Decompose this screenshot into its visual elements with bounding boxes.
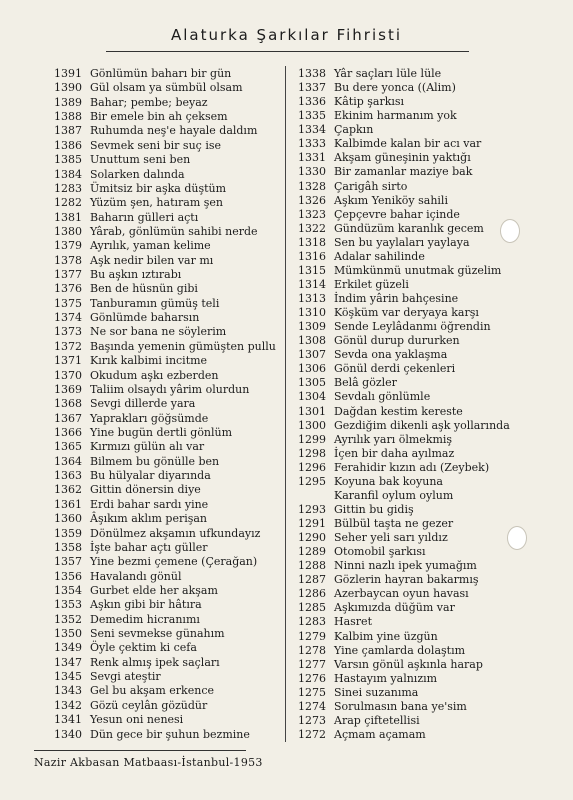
song-number: 1350 [54,627,82,641]
song-number: 1283 [298,615,326,629]
song-title: Sorulmasın bana ye'sim [334,699,467,713]
song-entry [46,427,274,438]
song-title: Başında yemenin gümüşten pullu [90,339,276,353]
song-entry [46,111,274,122]
song-entry [46,370,274,381]
song-title: Aşkın gibi bir hâtıra [90,598,202,612]
song-title: Havalandı gönül [90,569,182,583]
song-title: İndim yârin bahçesine [334,292,459,305]
song-title: Gündüzüm karanlık gecem [334,221,484,235]
song-title: Sevda ona yaklaşma [334,348,448,362]
song-entry [46,470,274,481]
song-title: Çapkın [334,123,374,137]
punch-hole-bottom [507,526,527,550]
song-title: Yine çamlarda dolaştım [334,643,466,657]
song-entry [296,546,506,557]
column-divider [285,66,286,742]
song-entry [46,355,274,366]
song-title: Solarken dalında [90,167,185,181]
song-entry [46,240,274,251]
song-number: 1290 [298,531,326,545]
song-number: 1386 [54,138,82,152]
song-number: 1304 [298,390,326,404]
song-entry [296,335,506,346]
song-entry [296,659,506,670]
song-number: 1387 [54,124,82,138]
song-title: İşte bahar açtı güller [90,540,208,554]
song-title: Çarigâh sirto [334,179,408,193]
song-number: 1293 [298,502,326,516]
song-title: Yaprakları göğsümde [90,411,209,425]
song-number: 1306 [298,362,326,376]
song-title: Dün gece bir şuhun bezmine [90,727,250,741]
song-title: Gönlümde baharsın [90,311,200,325]
song-number: 1368 [54,397,82,411]
song-title: Ekinim harmanım yok [334,109,457,123]
song-title: Seni sevmekse günahım [90,627,225,641]
song-entry [46,513,274,524]
song-entry [296,251,506,262]
song-title: Gül olsam ya sümbül olsam [90,81,243,95]
song-entry [296,462,506,473]
song-entry [46,441,274,452]
song-number: 1323 [298,207,326,221]
song-number: 1343 [54,684,82,698]
song-number: 1366 [54,425,82,439]
song-entry [296,532,506,543]
song-number: 1342 [54,698,82,712]
song-title: Erkilet güzeli [334,277,409,291]
song-title: Açmam açamam [334,727,426,741]
song-title: Ninni nazlı ipek yumağım [334,559,477,573]
song-entry [296,82,506,93]
song-entry [46,628,274,639]
song-title: Bilmem bu gönülle ben [90,454,220,468]
song-entry [296,349,506,360]
song-entry [296,138,506,149]
song-entry [296,209,506,220]
song-number: 1298 [298,446,326,460]
song-entry [46,685,274,696]
song-entry [296,448,506,459]
page-title: Alaturka Şarkılar Fihristi [171,26,402,44]
song-entry [296,237,506,248]
song-title: Gittin dönersin diye [90,483,201,497]
song-entry [46,484,274,495]
song-number: 1356 [54,569,82,583]
song-number: 1291 [298,517,326,530]
song-number: 1354 [54,583,82,597]
song-entry [46,571,274,582]
song-entry [296,321,506,332]
song-title: Kırmızı gülün alı var [90,440,205,454]
song-entry [296,363,506,374]
song-title: Bir emele bin ah çeksem [90,110,228,124]
song-number: 1308 [298,334,326,348]
song-entry [296,673,506,684]
song-number: 1357 [54,555,82,569]
song-title: Tanburamın gümüş teli [90,296,220,310]
song-number: 1318 [298,235,326,249]
song-entry [46,700,274,711]
song-title: Arap çiftetellisi [334,713,420,727]
song-entry [46,226,274,237]
song-number: 1362 [54,483,82,497]
song-entry [296,588,506,599]
song-entry [296,68,506,79]
song-number: 1347 [54,655,82,669]
song-title: Aşkımızda düğüm var [334,601,455,615]
song-title: Adalar sahilinde [334,249,425,263]
song-number: 1379 [54,239,82,253]
song-title: Kırık kalbimi incitme [90,354,208,368]
song-title: Ben de hüsnün gibi [90,282,198,296]
song-title: Âşıkım aklım perişan [90,512,208,526]
song-number: 1295 [298,474,326,488]
song-entry [46,341,274,352]
song-title: Yüzüm şen, hatıram şen [90,196,223,210]
song-entry [296,223,506,234]
song-entry [296,391,506,402]
song-entry [46,456,274,467]
song-title: Yârab, gönlümün sahibi nerde [90,224,258,238]
song-number: 1326 [298,193,326,207]
song-entry [46,413,274,424]
song-number: 1381 [54,210,82,224]
song-entry [296,279,506,290]
song-entry [296,476,506,487]
song-entry [296,560,506,571]
song-entry [46,326,274,337]
song-entry [296,504,506,515]
song-entry [46,384,274,395]
song-title: Gözü ceylân gözüdür [90,698,208,712]
song-entry [296,307,506,318]
song-number: 1286 [298,587,326,601]
song-number: 1389 [54,95,82,109]
song-number: 1364 [54,454,82,468]
song-title: Azerbaycan oyun havası [334,587,469,601]
song-number: 1376 [54,282,82,296]
song-title: Seher yeli sarı yıldız [334,531,448,545]
song-entry [46,283,274,294]
song-entry [296,418,510,432]
song-number: 1283 [54,181,82,195]
song-number: 1340 [54,727,82,741]
song-number: 1305 [298,376,326,390]
left-song-column [46,68,274,740]
song-number: 1301 [298,404,326,418]
song-title: Ayrılık yarı ölmekmiş [334,432,453,446]
song-number: 1337 [298,81,326,95]
song-number: 1322 [298,221,326,235]
song-number: 1296 [298,460,326,474]
song-title: Sevdalı gönlümle [334,390,431,404]
song-title: Gezdiğim dikenli aşk yollarında [334,418,510,432]
song-title: Varsın gönül aşkınla harap [334,657,483,671]
song-entry [296,96,506,107]
song-entry [46,197,274,208]
song-entry [296,152,506,163]
song-title: Unuttum seni ben [90,153,191,167]
song-entry [46,212,274,223]
song-entry [46,657,274,668]
song-entry [46,542,274,553]
song-entry [296,195,506,206]
song-number: 1365 [54,440,82,454]
song-title: Sevgi dillerde yara [90,397,196,411]
song-entry [296,377,506,388]
song-entry [46,585,274,596]
song-entry [296,645,506,656]
song-title: Bülbül taşta ne gezer [334,517,454,530]
right-song-column [296,67,510,741]
song-entry [46,169,274,180]
song-title: Bu hülyalar diyarında [90,469,211,483]
song-entry [46,671,274,682]
song-number: 1276 [298,671,326,685]
song-number: 1310 [298,306,326,320]
song-entry [46,183,274,194]
song-number: 1338 [298,67,326,80]
song-entry [46,125,274,136]
song-entry [296,166,506,177]
song-entry [296,631,506,642]
song-title: Yesun oni nenesi [90,713,184,727]
song-number: 1358 [54,540,82,554]
song-title: Ne sor bana ne söylerim [90,325,227,339]
song-number: 1336 [298,95,326,109]
song-number: 1380 [54,224,82,238]
song-title: Mümkünmü unutmak güzelim [334,263,502,277]
song-entry [296,574,506,585]
song-title: Yine bugün dertli gönlüm [90,425,233,439]
song-number: 1309 [298,320,326,334]
song-entry [46,269,274,280]
song-title: Ruhumda neş'e hayale daldım [90,124,258,138]
song-number: 1288 [298,559,326,573]
song-title: Bu aşkın ıztırabı [90,268,182,282]
song-number: 1345 [54,670,82,684]
song-entry [296,181,506,192]
song-number: 1333 [298,137,326,151]
song-title: Bahar; pembe; beyaz [90,95,208,109]
song-title: Hasret [334,615,372,629]
song-number: 1282 [54,196,82,210]
song-number: 1272 [298,727,326,741]
song-title: Ayrılık, yaman kelime [90,239,211,253]
song-number: 1349 [54,641,82,655]
song-title: Yâr saçları lüle lüle [334,67,442,80]
song-number: 1388 [54,110,82,124]
song-title: Sinei suzanıma [334,685,419,699]
song-number: 1316 [298,249,326,263]
song-title: İçen bir daha ayılmaz [334,446,455,460]
song-title: Gönül derdi çekenleri [334,362,456,376]
song-number: 1370 [54,368,82,382]
printer-imprint: Nazir Akbasan Matbaası-İstanbul-1953 [34,756,263,769]
song-title: Gönlümün baharı bir gün [90,67,232,80]
footer-rule [34,750,246,751]
song-entry [46,82,274,93]
song-title: Gittin bu gidiş [334,502,414,516]
song-entry [296,715,506,726]
song-number: 1330 [298,165,326,179]
song-title: Belâ gözler [334,376,397,390]
song-number: 1360 [54,512,82,526]
song-number: 1300 [298,418,326,432]
song-title: Gel bu akşam erkence [90,684,214,698]
song-entry [46,97,274,108]
song-number: 1277 [298,657,326,671]
song-number: 1299 [298,432,326,446]
song-title: Sevmek seni bir suç ise [90,138,221,152]
song-number: 1314 [298,277,326,291]
song-entry [296,616,506,627]
song-entry [296,687,506,698]
song-number: 1373 [54,325,82,339]
song-title: Aşk nedir bilen var mı [90,253,214,267]
song-number: 1375 [54,296,82,310]
punch-hole-top [500,219,520,243]
song-number: 1361 [54,497,82,511]
song-number: 1359 [54,526,82,540]
song-number: 1374 [54,311,82,325]
song-number: 1275 [298,685,326,699]
song-entry [46,68,274,79]
song-number: 1391 [54,67,82,80]
song-number: 1372 [54,339,82,353]
song-title: Bir zamanlar maziye bak [334,165,473,179]
song-title: Demedim hicranımı [90,612,200,626]
song-number: 1274 [298,699,326,713]
song-title: Erdi bahar sardı yine [90,497,209,511]
song-entry [46,714,274,725]
song-title: Otomobil şarkısı [334,545,426,559]
song-entry [296,602,506,613]
song-title: Bu dere yonca ((Alim) [334,81,456,95]
song-title: Dönülmez akşamın ufkundayız [90,526,261,540]
song-number: 1278 [298,643,326,657]
song-title: Ferahidir kızın adı (Zeybek) [334,460,490,474]
song-entry [296,490,506,501]
song-entry [46,154,274,165]
song-entry [296,518,506,529]
song-entry [296,110,506,121]
song-title: Baharın gülleri açtı [90,210,199,224]
song-number: 1367 [54,411,82,425]
song-number: 1363 [54,469,82,483]
song-title: Kalbimde kalan bir acı var [334,137,482,151]
song-number: 1352 [54,612,82,626]
song-number: 1315 [298,263,326,277]
song-title: Renk almış ipek saçları [90,655,220,669]
song-title: Koyuna bak koyuna [334,474,443,488]
song-number: 1307 [298,348,326,362]
song-number: 1353 [54,598,82,612]
song-title: Çepçevre bahar içinde [334,207,460,221]
song-entry [46,398,274,409]
song-title: Gurbet elde her akşam [90,583,218,597]
song-number: 1371 [54,354,82,368]
song-number: 1331 [298,151,326,165]
song-number: 1377 [54,268,82,282]
song-title: Akşam güneşinin yaktığı [334,151,471,165]
song-number: 1384 [54,167,82,181]
song-number: 1341 [54,713,82,727]
song-entry [46,528,274,539]
song-number: 1369 [54,382,82,396]
song-title: Hastayım yalnızım [334,671,438,685]
song-number: 1390 [54,81,82,95]
song-title: Aşkım Yeniköy sahili [334,193,448,207]
song-number: 1279 [298,629,326,643]
song-entry [46,312,274,323]
title-underline [106,51,469,52]
song-number: 1285 [298,601,326,615]
song-number: 1335 [298,109,326,123]
song-entry [46,499,274,510]
song-number: 1313 [298,292,326,305]
song-title: Taliim olsaydı yârim olurdun [90,382,250,396]
song-title: Ümitsiz bir aşka düştüm [90,181,227,195]
song-title: Köşküm var deryaya karşı [334,306,479,320]
song-entry [296,729,506,740]
song-entry [46,642,274,653]
song-entry [46,556,274,567]
song-number: 1287 [298,573,326,587]
song-number: 1334 [298,123,326,137]
song-title: Sende Leylâdanmı öğrendin [334,320,491,334]
song-entry [296,124,506,135]
song-entry [46,729,274,740]
song-title: Okudum aşkı ezberden [90,368,219,382]
song-entry [46,614,274,625]
song-entry [296,434,506,445]
song-title: Öyle çektim ki cefa [90,641,197,655]
song-title: Dağdan kestim kereste [334,404,463,418]
song-title: Gözlerin hayran bakarmış [334,573,479,587]
song-entry [46,298,274,309]
song-number: 1273 [298,713,326,727]
song-number: 1385 [54,153,82,167]
song-entry [296,265,506,276]
song-title: Kâtip şarkısı [334,95,405,109]
song-title: Kalbim yine üzgün [334,629,438,643]
song-title: Karanfil oylum oylum [334,488,454,502]
song-entry [46,140,274,151]
song-number: 1378 [54,253,82,267]
song-number: 1328 [298,179,326,193]
song-title: Yine bezmi çemene (Çerağan) [90,555,258,569]
song-entry [296,701,506,712]
song-entry [296,406,506,417]
song-title: Sevgi ateştir [90,670,161,684]
song-entry [46,599,274,610]
song-entry [296,293,506,304]
song-title: Gönül durup dururken [334,334,460,348]
song-title: Sen bu yaylaları yaylaya [334,235,470,249]
song-entry [46,255,274,266]
song-number: 1289 [298,545,326,559]
